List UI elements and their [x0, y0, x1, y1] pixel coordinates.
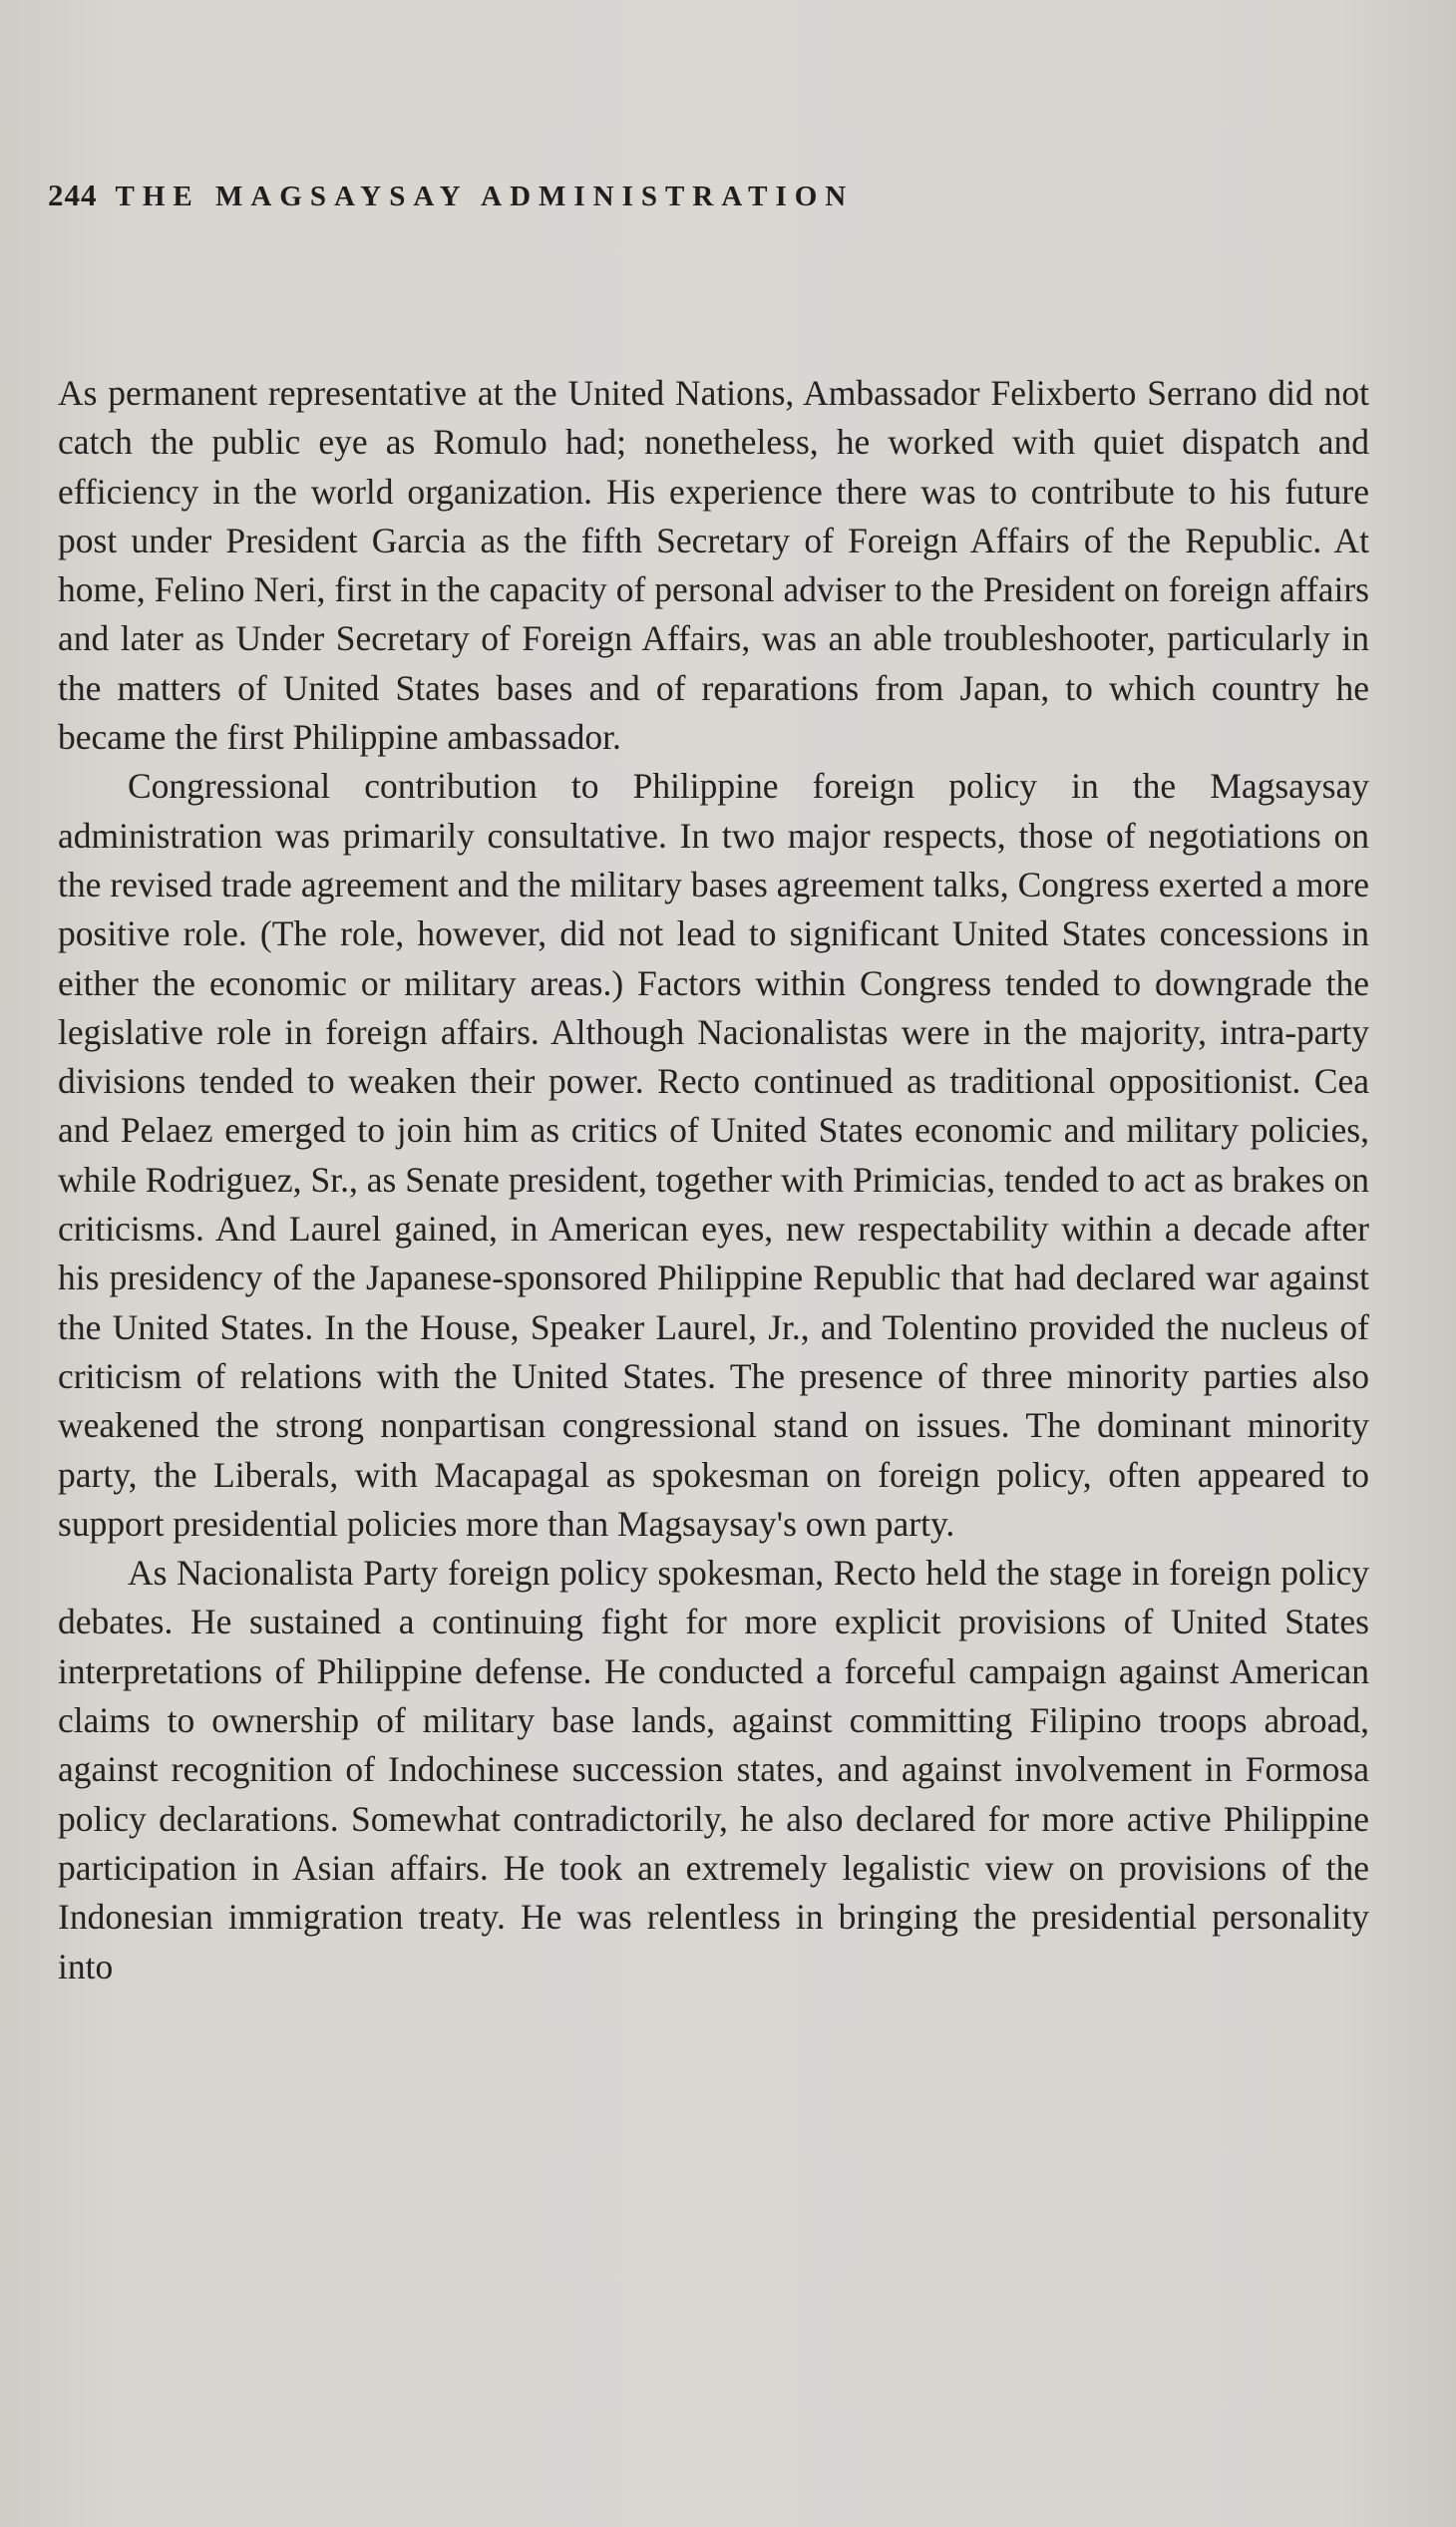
paragraph-recto: As Nacionalista Party foreign policy spokesman, Recto held the stage in foreign policy debates. He sustained a continuing fight for more explicit provisions of United States interpretations of Philippine defense. He conducted a forceful campaign against American claims to ownership of military base lands, against committing Filipino troops abroad, against recognition of Indochinese succession states, and against involvement in Formosa policy declarations. Somewhat contradictorily, he also declared for more active Philippine participation in Asian affairs. He took an extremely legalistic view on provisions of the Indonesian immigration treaty. He was relentless in bringing the presidential personality into: [58, 1553, 1369, 1986]
body-text: [58, 369, 1369, 1991]
paragraph-serrano-neri: As permanent representative at the United Nations, Ambassador Felixberto Serrano did not catch the public eye as Romulo had; nonetheless, he worked with quiet dispatch and efficiency in the world organization. His experience there was to contribute to his future post under President Garcia as the fifth Secretary of Foreign Affairs of the Republic. At home, Felino Neri, first in the capacity of personal adviser to the President on foreign affairs and later as Under Secretary of Foreign Affairs, was an able troubleshooter, particularly in the matters of United States bases and of reparations from Japan, to which country he became the first Philippine ambassador.: [58, 373, 1369, 758]
running-title: THE MAGSAYSAY ADMINISTRATION: [115, 180, 855, 212]
page-number: 244: [48, 178, 98, 212]
running-head: [48, 178, 854, 213]
paragraph-congressional-contribution: Congressional contribution to Philippine foreign policy in the Magsaysay administration was primarily consultative. In two major respects, those of negotiations on the revised trade agreement and the military bases agreement talks, Congress exerted a more positive role. (The role, however, did not lead to significant United States concessions in either the economic or military areas.) Factors within Congress tended to downgrade the legislative role in foreign affairs. Although Nacionalistas were in the majority, intra-party divisions tended to weaken their power. Recto continued as traditional oppositionist. Cea and Pelaez emerged to join him as critics of United States economic and military policies, while Rodriguez, Sr., as Senate president, together with Primicias, tended to act as brakes on criticisms. And Laurel gained, in American eyes, new respectability within a decade after his presidency of the Japanese-sponsored Philippine Republic that had declared war against the United States. In the House, Speaker Laurel, Jr., and Tolentino provided the nucleus of criticism of relations with the United States. The presence of three minority parties also weakened the strong nonpartisan congressional stand on issues. The dominant minority party, the Liberals, with Macapagal as spokesman on foreign policy, often appeared to support presidential policies more than Magsaysay's own party.: [58, 766, 1369, 1544]
